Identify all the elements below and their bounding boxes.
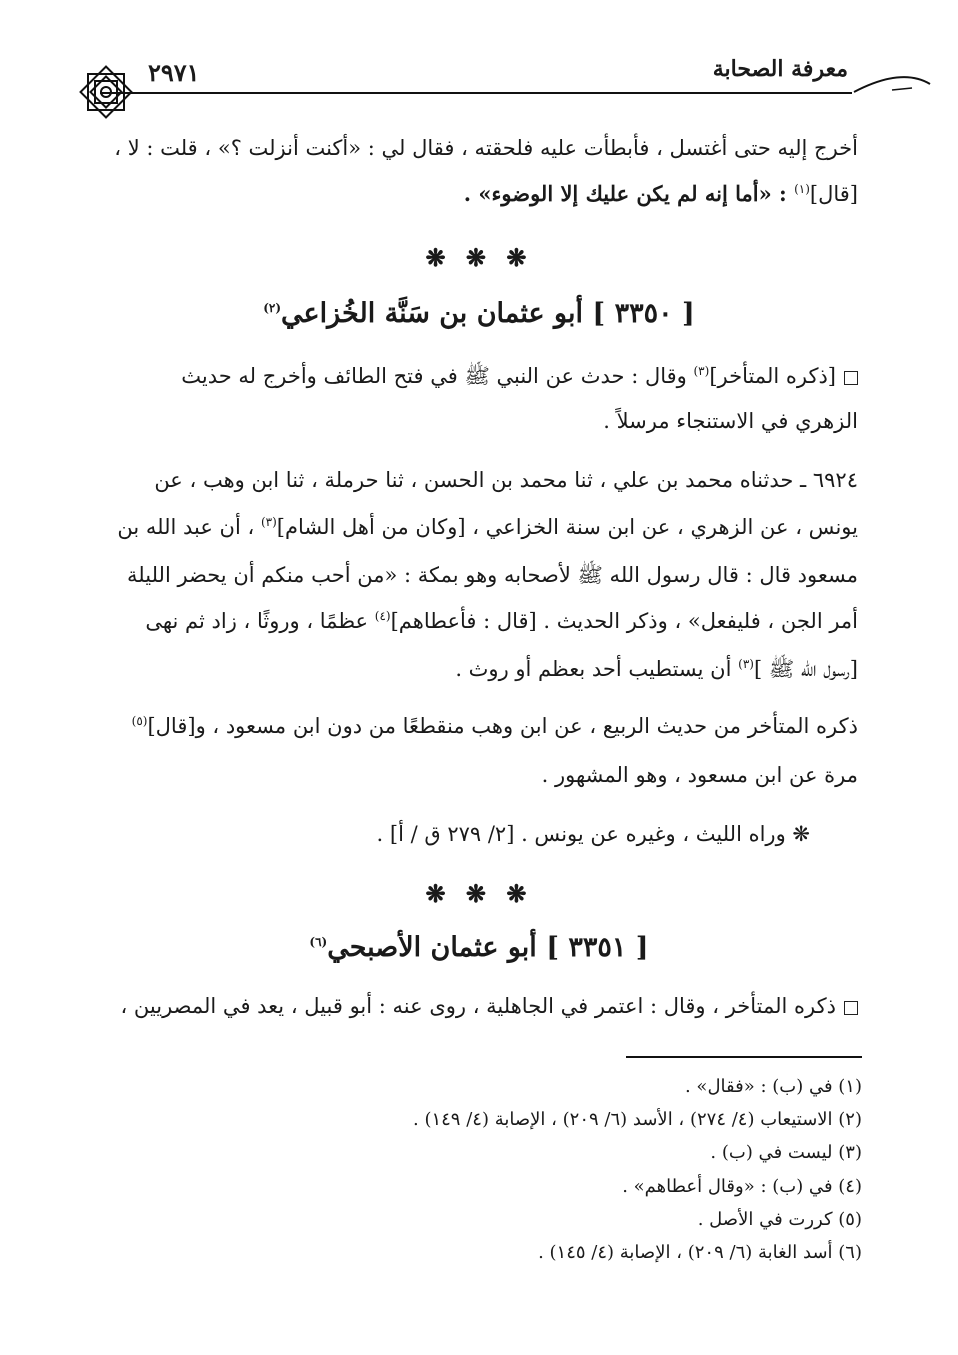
section-separator: ❋ ❋ ❋ [425,879,533,908]
section-separator: ❋ ❋ ❋ [425,243,533,272]
square-bullet-icon [844,1001,858,1015]
header-rule [100,92,852,94]
footnote-rule [626,1056,862,1058]
square-bullet-icon [844,371,858,385]
text-line: مرة عن ابن مسعود ، وهو المشهور . [541,763,858,787]
entry-title: [ ٣٣٥٠ ] أبو عثمان بن سَنَّة الخُزاعي$^{(٢)}$ [263,298,695,329]
text-line: يونس ، عن الزهري ، عن ابن سنة الخزاعي ، [وكان من أهل الشام]$^{(٣)}$ ، أن عبد الله بن [117,515,858,539]
text-line: ذكره المتأخر ، وقال : اعتمر في الجاهلية ، روى عنه : أبو قبيل ، يعد في المصريين ، [86,994,858,1018]
text-line: [رسول الله ﷺ ]$^{(٣)}$ أن يستطيب أحد بعظم أو روث . [455,657,858,681]
header-swoosh-ornament [852,60,932,100]
text-line: مسعود قال : قال رسول الله ﷺ لأصحابه وهو بمكة : «من أحب منكم أن يحضر الليلة [127,563,858,587]
footnote: (٦) أسد الغابة (٦/ ٢٠٩) ، الإصابة (٤/ ١٤٥) . [538,1242,862,1263]
footnote: (٤) في (ب) : «وقال أعطاهم» . [622,1176,862,1197]
text-line: [ذكره المتأخر]$^{(٣)}$ وقال : حدث عن النبي ﷺ في فتح الطائف وأخرج له حديث [86,363,858,394]
entry-title: [ ٣٣٥١ ] أبو عثمان الأصبحي$^{(٦)}$ [309,932,649,963]
footnote: (١) في (ب) : «فقال» . [684,1076,862,1097]
text-line: ذكره المتأخر من حديث الربيع ، عن ابن وهب منقطعًا من دون ابن مسعود ، و[قال]$^{(٥)}$ [131,714,858,738]
text-line: [قال]$^{(١)}$ : «أما إنه لم يكن عليك إلا الوضوء» . [463,181,858,206]
page-number: ٢٩٧١ [148,58,200,87]
text-line: أمر الجن ، فليفعل» ، وذكر الحديث . [قال : فأعطاهم]$^{(٤)}$ عظمًا ، وروثًا ، زاد ثم نهى [145,609,858,633]
footnote: (٥) كررت في الأصل . [697,1209,862,1230]
text-line: أخرج إليه حتى أغتسل ، فأبطأت عليه فلحقته ، فقال لي : «أكنت أنزلت ؟» ، قلت : لا ، [114,136,858,160]
footnote: (٢) الاستيعاب (٤/ ٢٧٤) ، الأسد (٦/ ٢٠٩) ، الإصابة (٤/ ١٤٩) . [413,1109,862,1130]
star-ornament-icon [74,60,138,124]
text-line: الزهري في الاستنجاء مرسلاً . [603,409,858,433]
text-line: ٦٩٢٤ ـ حدثناه محمد بن علي ، ثنا محمد بن الحسن ، ثنا حرملة ، ثنا ابن وهب ، عن [154,468,858,492]
text-line: ❋ وراه الليث ، وغيره عن يونس . [٢/ ٢٧٩ ق / أ] . [376,822,810,846]
footnote: (٣) ليست في (ب) . [710,1142,862,1163]
running-title: معرفة الصحابة [712,56,848,82]
